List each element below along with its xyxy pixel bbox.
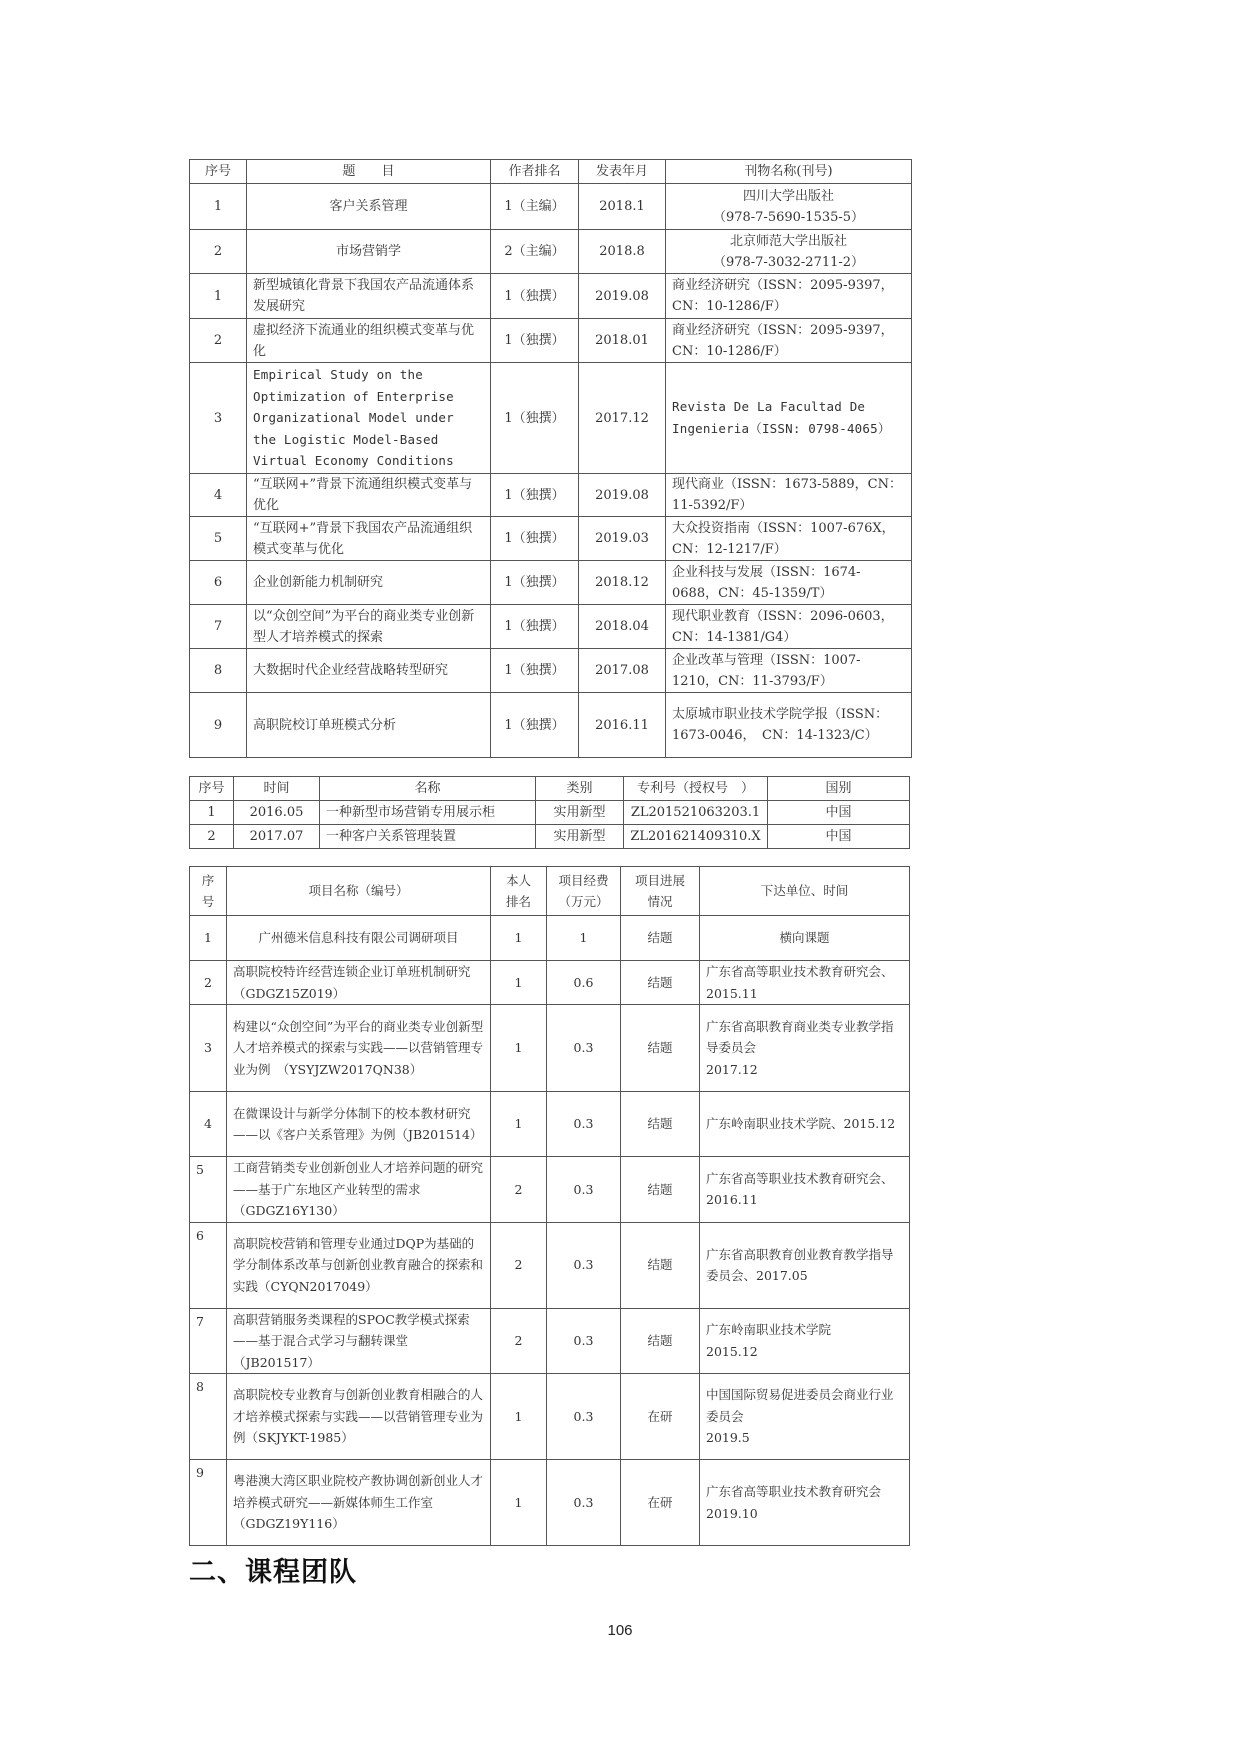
col-header-category: 类别 [536, 777, 624, 801]
table-header-row [190, 160, 912, 184]
publications-table [189, 159, 912, 758]
col-header-progress: 项目进展 情况 [621, 867, 700, 916]
col-header-rank: 本人 排名 [491, 867, 547, 916]
table-row: 8 大数据时代企业经营战略转型研究 1（独撰） 2017.08 企业改革与管理（ISSN：1007-1210，CN：11-3793/F） [190, 649, 912, 693]
table-row: 5 工商营销类专业创新创业人才培养问题的研究——基于广东地区产业转型的需求（GDGZ16Y130） 2 0.3 结题 广东省高等职业技术教育研究会、2016.11 [190, 1157, 910, 1223]
col-header-index: 序号 [190, 160, 247, 184]
patents-table [189, 776, 910, 849]
table-row: 1 2016.05 一种新型市场营销专用展示柜 实用新型 ZL201521063203.1 中国 [190, 801, 910, 825]
table-row: 3 构建以“众创空间”为平台的商业类专业创新型人才培养模式的探索与实践——以营销管理专业为例 （YSYJZW2017QN38） 1 0.3 结题 广东省高职教育商业类专业教学指导委员会 2017.12 [190, 1005, 910, 1092]
table-row: 1 客户关系管理 1（主编） 2018.1 四川大学出版社 （978-7-5690-1535-5） [190, 184, 912, 230]
table-row: 9 粤港澳大湾区职业院校产教协调创新创业人才培养模式研究——新媒体师生工作室（GDGZ19Y116） 1 0.3 在研 广东省高等职业技术教育研究会 2019.10 [190, 1460, 910, 1546]
table-row: 1 广州德米信息科技有限公司调研项目 1 1 结题 横向课题 [190, 916, 910, 961]
table-header-row [190, 777, 910, 801]
section-heading: 二、课程团队 [189, 1557, 357, 1588]
col-header-author-rank: 作者排名 [491, 160, 579, 184]
col-header-journal: 刊物名称(刊号) [666, 160, 912, 184]
page-number: 106 [607, 1622, 633, 1639]
table-row: 9 高职院校订单班模式分析 1（独撰） 2016.11 太原城市职业技术学院学报（ISSN：1673-0046， CN：14-1323/C） [190, 693, 912, 758]
table-row: 3 Empirical Study on the Optimization of Enterprise Organizational Model under the Logistic Model-Based Virtual Economy Conditions 1（独撰） 2017.12 Revista De La Facultad De Ingenieria（ISSN: 0798-4065） [190, 363, 912, 474]
col-header-date: 时间 [234, 777, 320, 801]
table-row: 4 “互联网+”背景下流通组织模式变革与优化 1（独撰） 2019.08 现代商业（ISSN：1673-5889，CN：11-5392/F） [190, 474, 912, 517]
table-row: 2 高职院校特许经营连锁企业订单班机制研究（GDGZ15Z019） 1 0.6 结题 广东省高等职业技术教育研究会、2015.11 [190, 961, 910, 1005]
col-header-country: 国别 [768, 777, 910, 801]
col-header-patent-number: 专利号（授权号 ） [624, 777, 768, 801]
table-row: 2 2017.07 一种客户关系管理装置 实用新型 ZL201621409310.X 中国 [190, 825, 910, 849]
table-row: 4 在微课设计与新学分体制下的校本教材研究——以《客户关系管理》为例（JB201514） 1 0.3 结题 广东岭南职业技术学院、2015.12 [190, 1092, 910, 1157]
col-header-index: 序 号 [190, 867, 227, 916]
table-row: 2 市场营销学 2（主编） 2018.8 北京师范大学出版社 （978-7-3032-2711-2） [190, 230, 912, 274]
projects-table [189, 866, 910, 1546]
table-row: 1 新型城镇化背景下我国农产品流通体系发展研究 1（独撰） 2019.08 商业经济研究（ISSN：2095-9397，CN：10-1286/F） [190, 274, 912, 319]
table-header-row [190, 867, 910, 916]
col-header-project-name: 项目名称（编号） [227, 867, 491, 916]
col-header-name: 名称 [320, 777, 536, 801]
table-row: 5 “互联网+”背景下我国农产品流通组织模式变革与优化 1（独撰） 2019.03 大众投资指南（ISSN：1007-676X，CN：12-1217/F） [190, 517, 912, 561]
table-row: 7 高职营销服务类课程的SPOC教学模式探索——基于混合式学习与翻转课堂（JB201517） 2 0.3 结题 广东岭南职业技术学院 2015.12 [190, 1308, 910, 1374]
col-header-title: 题 目 [247, 160, 491, 184]
table-row: 7 以“众创空间”为平台的商业类专业创新型人才培养模式的探索 1（独撰） 2018.04 现代职业教育（ISSN：2096-0603，CN：14-1381/G4） [190, 605, 912, 649]
col-header-index: 序号 [190, 777, 234, 801]
col-header-funding: 项目经费 （万元） [547, 867, 621, 916]
table-row: 6 企业创新能力机制研究 1（独撰） 2018.12 企业科技与发展（ISSN：1674-0688，CN：45-1359/T） [190, 561, 912, 605]
table-row: 6 高职院校营销和管理专业通过DQP为基础的学分制体系改革与创新创业教育融合的探索和实践（CYQN2017049） 2 0.3 结题 广东省高职教育创业教育教学指导委员会、2017.05 [190, 1222, 910, 1308]
table-row: 8 高职院校专业教育与创新创业教育相融合的人才培养模式探索与实践——以营销管理专业为例（SKJYKT-1985） 1 0.3 在研 中国国际贸易促进委员会商业行业委员会 2019.5 [190, 1374, 910, 1460]
col-header-publish-date: 发表年月 [579, 160, 666, 184]
col-header-issuer: 下达单位、时间 [700, 867, 910, 916]
table-row: 2 虚拟经济下流通业的组织模式变革与优化 1（独撰） 2018.01 商业经济研究（ISSN：2095-9397，CN：10-1286/F） [190, 319, 912, 363]
